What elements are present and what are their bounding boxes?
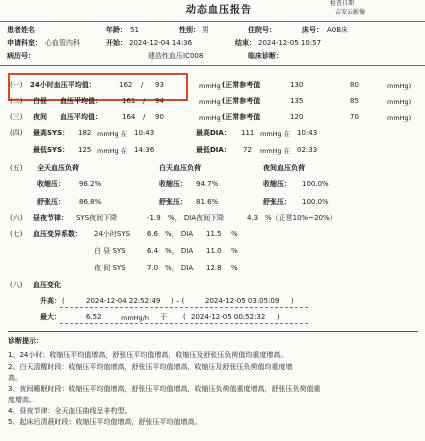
row3-label: 夜间 [33,113,47,121]
row2-sys: 161 [122,97,136,105]
row2-ref-unit: mmHg) [387,98,412,106]
start-label: 开始： [106,39,127,47]
max-sys-label: 最高SYS： [33,129,70,137]
var-row3-period: 夜 间 SYS [94,264,126,272]
rhythm-label: 昼夜节律： [33,214,68,222]
rise-label: 升高： [40,297,61,305]
row3-ref-unit: mmHg) [387,114,412,122]
report-title: 动态血压报告 [186,5,252,16]
load-night-dia: 100.0% [302,198,329,206]
diagnosis-line-7: 5、起床后清晨时段：收缩压平均值增高，舒张压平均值增高。 [8,418,202,426]
load-night-sys: 100.0% [302,180,329,188]
row1-unit: mmHg [199,82,221,90]
min-sys-unit: mmHg 在 [97,147,128,155]
var-row2-pct: % [231,247,238,255]
max-value: 6.52 [86,313,102,321]
row2-unit: mmHg [199,98,221,106]
patient-name-label: 患者姓名 [7,26,35,34]
variability-label: 血压变异系数： [33,230,82,238]
load-all-dia-label: 舒张压： [37,198,65,206]
load-day-dia-label: 舒张压： [159,198,187,206]
diagnosis-divider [8,331,418,332]
min-sys-label: 最低SYS： [33,146,70,154]
load-night-sys-label: 收缩压： [263,180,291,188]
rise-from: 2024-12-04 22:52:49 [86,297,161,305]
load-day-label: 白天血压负荷 [159,164,201,172]
row2-ref-label: (正常参考值 [222,97,261,105]
min-dia-time: 02:33 [297,146,318,154]
max-dia-label: 最高DIA： [196,129,231,137]
row2-ref-dia: 85 [350,97,359,105]
row3-num: (三) [10,113,23,121]
row1-ref-dia: 80 [350,81,359,89]
row3-sep: / [143,113,146,121]
row1-sep: / [141,81,144,89]
var-row1-sys: 6.6 [147,230,159,238]
var-row3-dia: 12.8 [206,264,222,272]
load-all-label: 全天血压负荷 [37,164,79,172]
row2-label: 白昼 [33,97,47,105]
max-unit: mmHg/h [121,314,149,322]
row3-sublabel: 血压平均值： [60,113,102,121]
max-sys-value: 182 [78,129,92,137]
row2-ref-sys: 135 [290,97,304,105]
row1-ref-unit: mmHg) [387,82,412,90]
age-label: 年龄： [106,26,127,34]
var-row2-dia: 11.0 [206,247,222,255]
diagnosis-line-2: 2、白天清醒时段：收缩压平均值增高，舒张压平均值增高，收缩压及舒张压负荷值均重度增 [8,363,293,371]
age-value: 51 [130,26,139,34]
load-night-label: 夜间血压负荷 [263,164,305,172]
row3-sys: 164 [122,113,136,121]
row1-label: 24小时血压平均值： [30,81,96,89]
diagnosis-line-5: 度增高。 [8,396,36,404]
load-all-sys: 96.2% [79,180,102,188]
load-day-sys: 94.7% [196,180,219,188]
morning-num: (八) [10,281,23,289]
header-divider-bottom [0,65,425,66]
row1-ref-sys: 130 [290,81,304,89]
inpatient-label: 住院号： [248,26,276,34]
start-value: 2024-12-04 14:36 [129,39,193,47]
load-day-dia: 81.6% [196,198,219,206]
morning-label: 血压变化 [33,281,61,289]
device-label: 建浩性血压IC008 [148,52,204,60]
max-underline [60,323,308,324]
history-label: 病历号： [7,52,35,60]
extremes-num: (四) [10,129,23,137]
row1-ref-label: (正常参考值 [222,81,261,89]
max-sys-unit: mmHg 在 [97,130,128,138]
diagnosis-label: 临床诊断： [248,52,283,60]
row3-dia: 90 [155,113,164,121]
rhythm-sys-value: -1.9 [147,214,161,222]
row3-ref-dia: 70 [350,113,359,121]
var-row1-dia-label: %， DIA [165,230,194,238]
rhythm-dia-text: %， DIA夜间下降 [168,214,225,222]
min-sys-time: 14:36 [134,146,155,154]
diagnosis-line-1: 1、24小时：收缩压平均值增高，舒张压平均值增高，收缩压及舒张压负荷值均重度增高。 [8,351,288,359]
rise-end: ) [291,297,294,305]
diagnosis-line-3: 高。 [8,374,22,382]
row2-sep: / [143,97,146,105]
rhythm-dia-value: 4.3 [247,214,259,222]
end-label: 结束： [235,39,256,47]
dept-value: 心血管内科 [45,39,80,47]
load-all-sys-label: 收缩压： [37,180,65,188]
rise-to: 2024-12-05 03:05:09 [205,297,280,305]
load-num: (五) [10,164,23,172]
row3-ref-label: (正常参考值 [222,113,261,121]
var-row2-sys: 6.4 [147,247,159,255]
var-row1-period: 24小时SYS [94,230,131,238]
rise-underline [60,307,308,308]
row3-unit: mmHg [199,114,221,122]
header-divider-top [0,21,425,22]
max-mid: 于 [160,313,167,321]
var-row1-dia: 11.5 [206,230,222,238]
max-time: 2024-12-05 00:52:32 [191,313,266,321]
bed-value: A0B床 [327,26,349,34]
top-right-label-2: 吉安云影像 [335,9,366,16]
rise-open-paren: ( [62,297,65,305]
row3-ref-sys: 120 [290,113,304,121]
min-sys-value: 125 [78,146,92,154]
bed-label: 床号： [302,26,323,34]
var-row3-dia-label: %， DIA [165,264,194,272]
max-sys-time: 10:43 [134,129,155,137]
dept-label: 申请科室： [7,39,42,47]
sex-label: 性别： [179,26,200,34]
diagnosis-line-4: 3、夜间睡眠时段：收缩压平均值增高，舒张压平均值增高，收缩压负荷值重度增高，舒张压负荷值重 [8,385,321,393]
max-dia-value: 111 [241,129,255,137]
diagnosis-title: 诊断提示： [8,337,43,345]
row2-dia: 94 [155,97,164,105]
min-dia-value: 72 [243,146,252,154]
rhythm-ref: %（正常10%~20%） [265,214,337,222]
var-row3-sys: 7.0 [147,264,159,272]
rhythm-sys-text: SYS夜间下降 [76,214,118,222]
diagnosis-line-6: 4、昼夜节律：全天血压曲线呈非杓型。 [8,407,132,415]
load-day-sys-label: 收缩压： [159,180,187,188]
load-all-dia: 86.8% [79,198,102,206]
row2-num: (二) [10,97,23,105]
min-dia-label: 最低DIA： [196,146,231,154]
max-dia-unit: mmHg 在 [260,130,291,138]
row1-dia: 93 [155,81,164,89]
var-row2-period: 白 昼 SYS [94,247,126,255]
top-right-label-1: 检查日期 [330,0,355,7]
row1-sys: 162 [119,81,133,89]
variability-num: (七) [10,230,23,238]
sex-value: 男 [202,26,209,34]
row2-sublabel: 血压平均值： [60,97,102,105]
rise-mid: ) – ( [171,297,185,305]
max-label: 最大： [40,313,61,321]
row1-num: (一) [10,81,23,89]
max-end: ) [277,313,280,321]
end-value: 2024-12-05 10:57 [258,39,322,47]
load-night-dia-label: 舒张压： [263,198,291,206]
max-dia-time: 10:43 [297,129,318,137]
var-row3-pct: % [231,264,238,272]
var-row2-dia-label: %， DIA [165,247,194,255]
var-row1-pct: % [231,230,238,238]
max-open-paren: ( [183,313,186,321]
min-dia-unit: mmHg 在 [260,147,291,155]
rhythm-num: (六) [10,214,23,222]
